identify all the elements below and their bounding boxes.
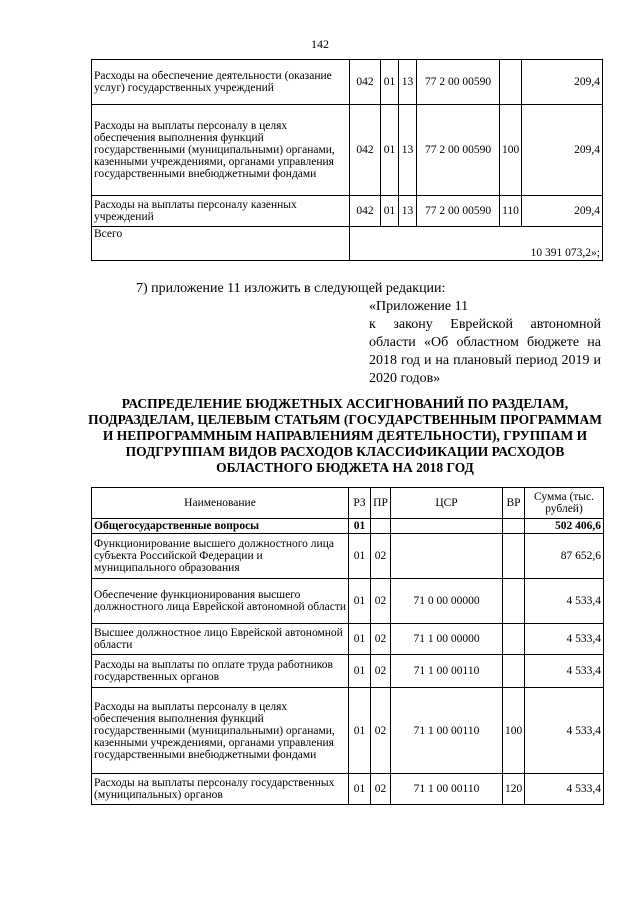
row-vr	[503, 519, 525, 534]
row-sum: 4 533,4	[525, 688, 604, 774]
row-rz: 01	[349, 534, 371, 579]
table-row	[92, 534, 604, 579]
row-name: Расходы на обеспечение деятельности (оказание услуг) государственных учреждений	[92, 60, 350, 105]
row-name: Расходы на выплаты персоналу в целях обеспечения выполнения функций государственными (муниципальными) органами, казенными учреждениями, органами управления государственными внебюджетными фондами	[92, 105, 350, 196]
row-rz: 01	[349, 579, 371, 624]
row-sum: 4 533,4	[525, 579, 604, 624]
row-vr: 100	[500, 105, 522, 196]
row-vr: 100	[503, 688, 525, 774]
title-line: РАСПРЕДЕЛЕНИЕ БЮДЖЕТНЫХ АССИГНОВАНИЙ ПО РАЗДЕЛАМ,	[121, 396, 569, 411]
title-line: ОБЛАСТНОГО БЮДЖЕТА НА 2018 ГОД	[216, 460, 474, 475]
row-vr	[503, 579, 525, 624]
header-name: Наименование	[92, 488, 349, 519]
table-row	[92, 774, 604, 805]
table-row	[92, 579, 604, 624]
row-csr: 71 0 00 00000	[391, 579, 503, 624]
title-line: ПОДРАЗДЕЛАМ, ЦЕЛЕВЫМ СТАТЬЯМ (ГОСУДАРСТВЕННЫМ ПРОГРАММАМ	[88, 412, 602, 427]
row-pr: 02	[371, 624, 391, 655]
header-pr: ПР	[371, 488, 391, 519]
row-pr: 13	[399, 60, 417, 105]
row-sum: 209,4	[522, 196, 603, 227]
row-pr: 02	[371, 655, 391, 688]
row-sum: 4 533,4	[525, 624, 604, 655]
row-pr: 13	[399, 105, 417, 196]
table-row	[92, 196, 603, 227]
row-rz: 01	[349, 519, 371, 534]
row-sum: 87 652,6	[525, 534, 604, 579]
table-row	[92, 105, 603, 196]
row-csr: 71 1 00 00110	[391, 774, 503, 805]
item-7-text: 7) приложение 11 изложить в следующей редакции:	[136, 281, 446, 296]
row-sum: 209,4	[522, 60, 603, 105]
appendix-line-2: к закону Еврейской автономной области «Об областном бюджете на 2018 год и на плановый период 2019 и 2020 годов»	[369, 317, 601, 386]
row-csr: 71 1 00 00110	[391, 655, 503, 688]
table-row	[92, 519, 604, 534]
row-name: Расходы на выплаты персоналу казенных учреждений	[92, 196, 350, 227]
row-rz: 01	[349, 774, 371, 805]
row-csr: 77 2 00 00590	[417, 105, 500, 196]
row-name: Расходы на выплаты персоналу в целях обеспечения выполнения функций государственными (муниципальными) органами, казенными учреждениями, органами управления государственными внебюджетными фондами	[92, 688, 349, 774]
row-vr	[503, 534, 525, 579]
title-line: И НЕПРОГРАММНЫМ НАПРАВЛЕНИЯМ ДЕЯТЕЛЬНОСТИ), ГРУППАМ И	[102, 428, 588, 443]
total-label: Всего	[92, 227, 350, 261]
appendix-line-1: «Приложение 11	[369, 299, 469, 314]
header-sum: Сумма (тыс. рублей)	[525, 488, 604, 519]
budget-allocation-table	[91, 487, 604, 805]
page-number: 142	[311, 37, 329, 51]
title-line: ПОДГРУППАМ ВИДОВ РАСХОДОВ КЛАССИФИКАЦИИ РАСХОДОВ	[125, 444, 565, 459]
row-csr	[391, 519, 503, 534]
row-csr: 71 1 00 00110	[391, 688, 503, 774]
row-pr: 02	[371, 688, 391, 774]
row-pr	[371, 519, 391, 534]
row-vr	[503, 624, 525, 655]
table-row	[92, 655, 604, 688]
stray-dot: .	[92, 711, 95, 722]
row-sum: 4 533,4	[525, 774, 604, 805]
row-pr: 02	[371, 579, 391, 624]
row-rz: 01	[381, 105, 399, 196]
row-pr: 02	[371, 534, 391, 579]
row-csr: 71 1 00 00000	[391, 624, 503, 655]
table-row	[92, 60, 603, 105]
row-sum: 209,4	[522, 105, 603, 196]
total-row	[92, 227, 603, 261]
row-rz: 01	[381, 60, 399, 105]
row-csr	[391, 534, 503, 579]
header-csr: ЦСР	[391, 488, 503, 519]
row-name: Функционирование высшего должностного лица субъекта Российской Федерации и муниципального образования	[92, 534, 349, 579]
document-title	[80, 396, 610, 476]
row-rz: 01	[349, 655, 371, 688]
row-vr: 120	[503, 774, 525, 805]
row-pr: 02	[371, 774, 391, 805]
row-sum: 4 533,4	[525, 655, 604, 688]
row-name: Расходы на выплаты по оплате труда работников государственных органов	[92, 655, 349, 688]
row-vr	[500, 60, 522, 105]
row-sum: 502 406,6	[525, 519, 604, 534]
header-vr: ВР	[503, 488, 525, 519]
row-pr: 13	[399, 196, 417, 227]
header-rz: РЗ	[349, 488, 371, 519]
row-name: Расходы на выплаты персоналу государственных (муниципальных) органов	[92, 774, 349, 805]
row-name: Обеспечение функционирования высшего должностного лица Еврейской автономной области	[92, 579, 349, 624]
top-expenses-table	[91, 59, 603, 261]
row-ved: 042	[350, 105, 381, 196]
table-row	[92, 624, 604, 655]
table-row	[92, 688, 604, 774]
row-ved: 042	[350, 60, 381, 105]
table-header-row	[92, 488, 604, 519]
row-rz: 01	[381, 196, 399, 227]
row-rz: 01	[349, 688, 371, 774]
row-name: Высшее должностное лицо Еврейской автономной области	[92, 624, 349, 655]
row-name: Общегосударственные вопросы	[92, 519, 349, 534]
row-rz: 01	[349, 624, 371, 655]
row-vr	[503, 655, 525, 688]
row-vr: 110	[500, 196, 522, 227]
row-csr: 77 2 00 00590	[417, 196, 500, 227]
total-value: 10 391 073,2»;	[350, 227, 603, 261]
row-csr: 77 2 00 00590	[417, 60, 500, 105]
row-ved: 042	[350, 196, 381, 227]
